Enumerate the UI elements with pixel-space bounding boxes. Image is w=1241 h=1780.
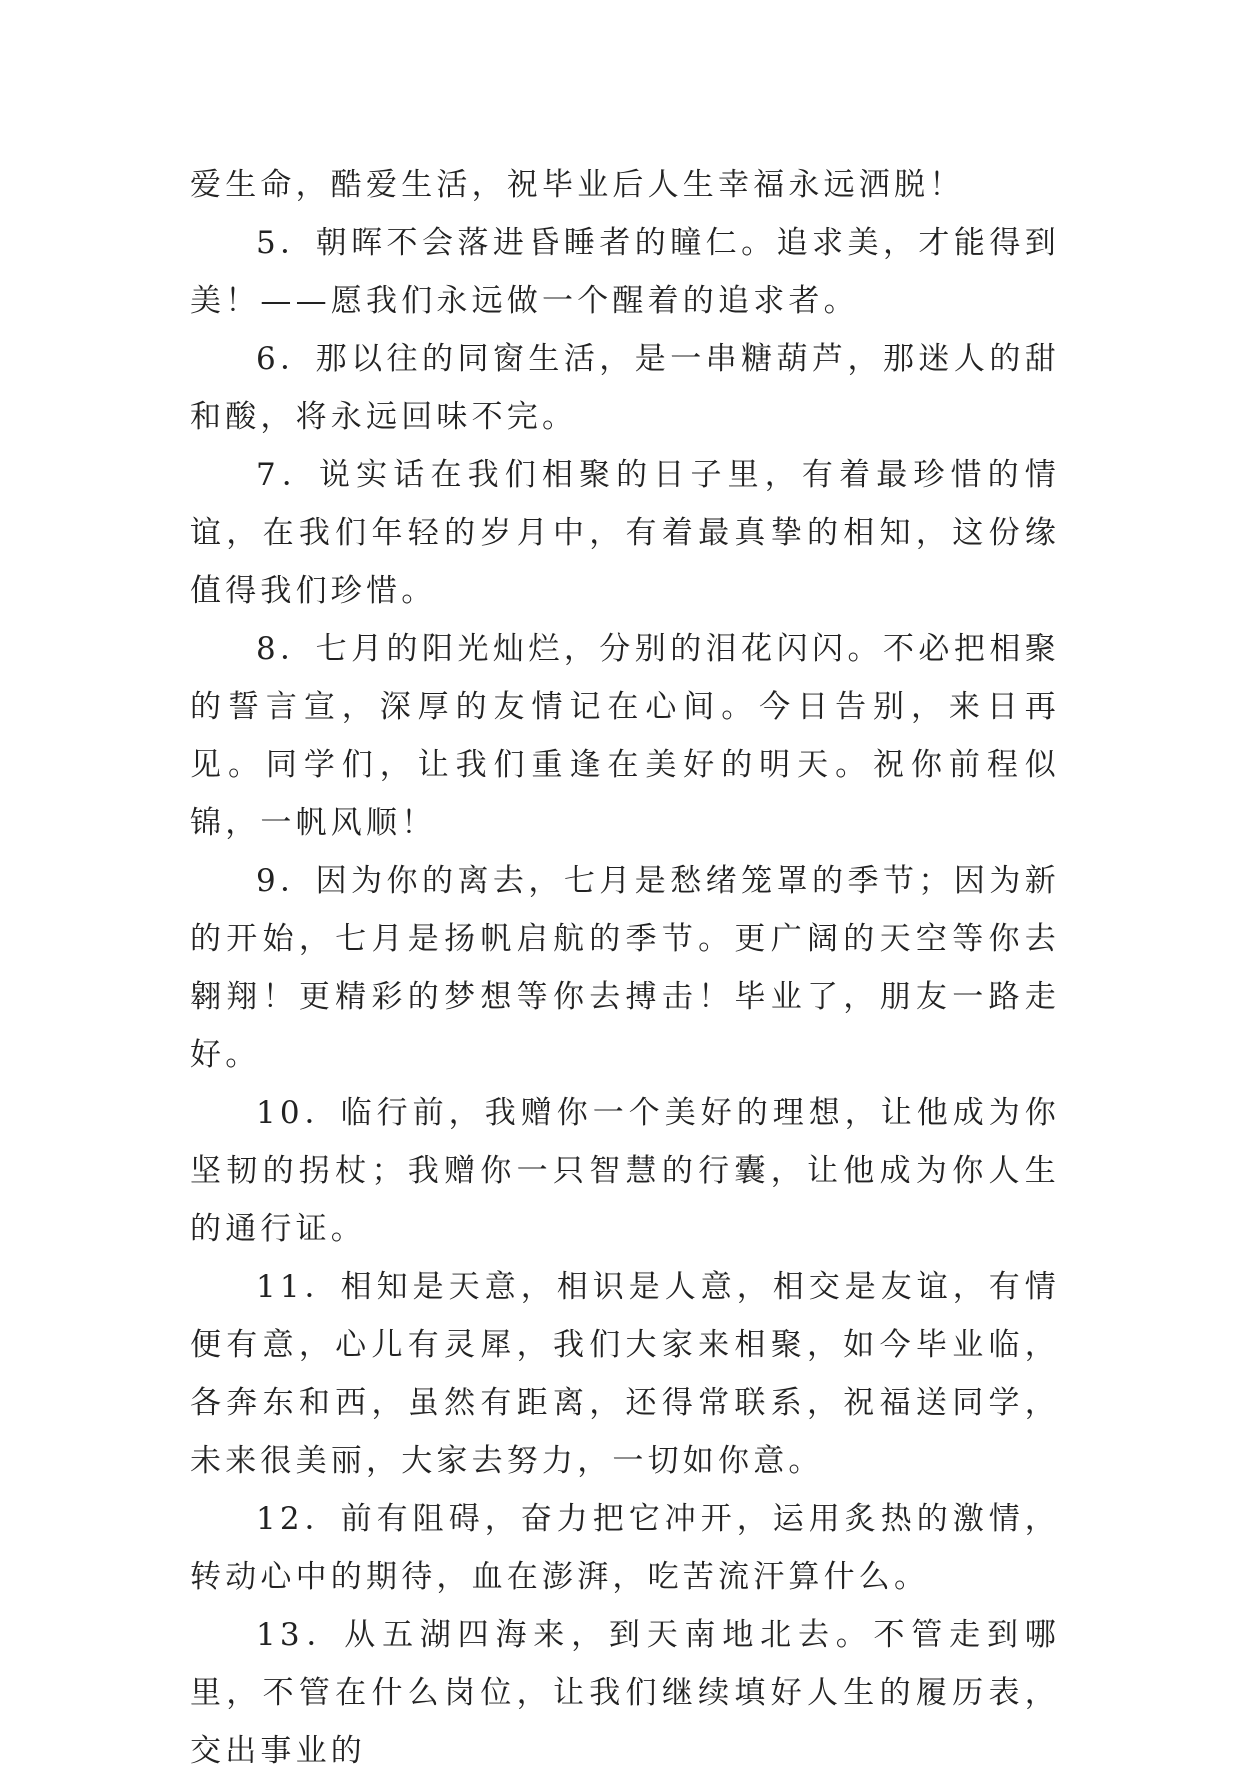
paragraph-item-9: 9．因为你的离去，七月是愁绪笼罩的季节；因为新的开始，七月是扬帆启航的季节。更广阔的天空等你去翱翔！更精彩的梦想等你去搏击！毕业了，朋友一路走好。: [190, 863, 1060, 1073]
paragraph-item-10: 10．临行前，我赠你一个美好的理想，让他成为你坚韧的拐杖；我赠你一只智慧的行囊，让他成为你人生的通行证。: [190, 1095, 1060, 1247]
paragraph-item-11: 11．相知是天意，相识是人意，相交是友谊，有情便有意，心儿有灵犀，我们大家来相聚，如今毕业临，各奔东和西，虽然有距离，还得常联系，祝福送同学，未来很美丽，大家去努力，一切如你意。: [190, 1269, 1060, 1479]
paragraph-item-6: 6．那以往的同窗生活，是一串糖葫芦，那迷人的甜和酸，将永远回味不完。: [190, 341, 1060, 435]
paragraph-item-5: 5．朝晖不会落进昏睡者的瞳仁。追求美，才能得到美！——愿我们永远做一个醒着的追求者。: [190, 225, 1060, 319]
paragraph-item-13: 13．从五湖四海来，到天南地北去。不管走到哪里，不管在什么岗位，让我们继续填好人生的履历表，交出事业的: [190, 1617, 1060, 1769]
paragraph-continuation: 爱生命，酷爱生活，祝毕业后人生幸福永远洒脱！: [190, 167, 965, 203]
document-body: [190, 156, 1060, 1780]
paragraph-item-8: 8．七月的阳光灿烂，分别的泪花闪闪。不必把相聚的誓言宣，深厚的友情记在心间。今日告别，来日再见。同学们，让我们重逢在美好的明天。祝你前程似锦，一帆风顺！: [190, 631, 1060, 841]
paragraph-item-12: 12．前有阻碍，奋力把它冲开，运用炙热的激情，转动心中的期待，血在澎湃，吃苦流汗算什么。: [190, 1501, 1060, 1595]
paragraph-item-7: 7．说实话在我们相聚的日子里，有着最珍惜的情谊，在我们年轻的岁月中，有着最真挚的相知，这份缘值得我们珍惜。: [190, 457, 1060, 609]
